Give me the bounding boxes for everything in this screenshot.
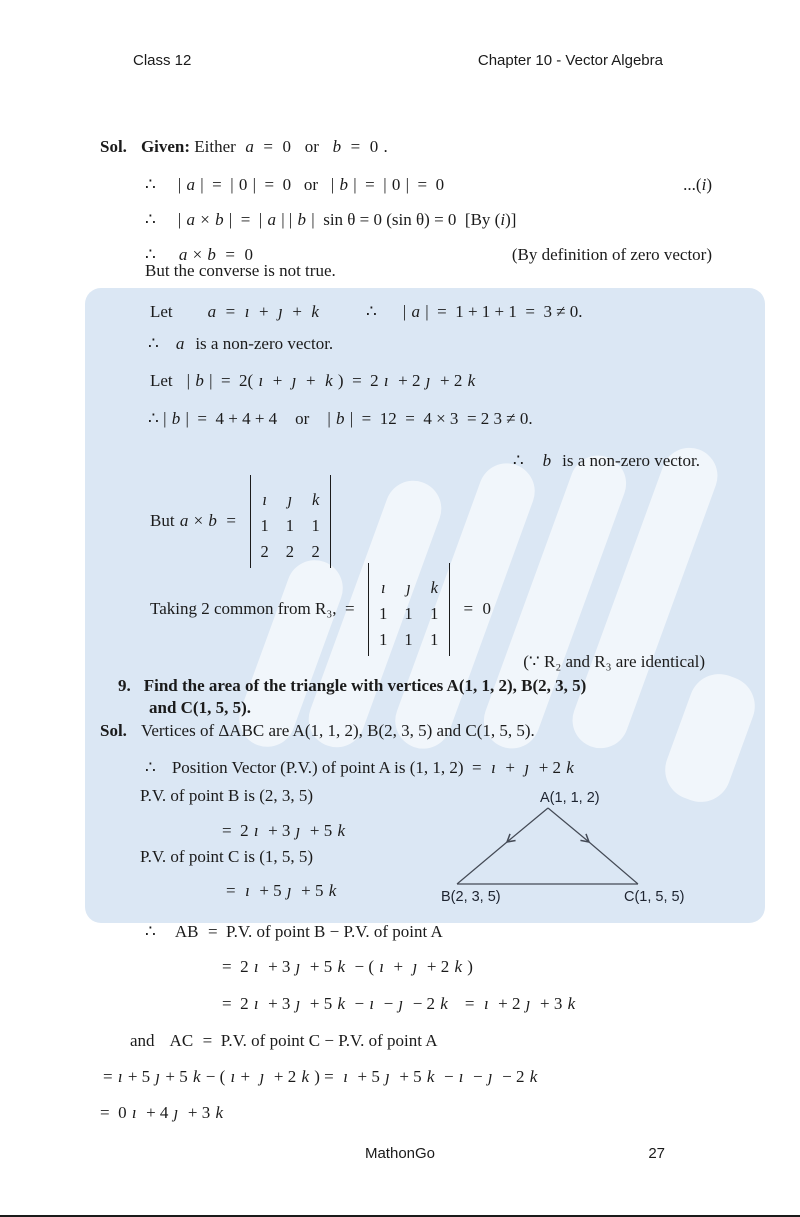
text: + 2 — [431, 371, 467, 390]
text: + 5 — [301, 821, 337, 840]
pv-b-eq — [222, 820, 346, 842]
text: = — [217, 302, 244, 321]
hat-unit-vector: ı — [131, 1103, 137, 1122]
text: − — [346, 994, 369, 1013]
text: | | — [276, 210, 297, 229]
text: − 2 — [404, 994, 440, 1013]
let-b — [150, 370, 476, 392]
text: or — [291, 137, 332, 156]
text: . — [379, 137, 388, 156]
text: ) — [463, 957, 473, 976]
bold-text: Find the area of the triangle with vertices A(1, 1, 2), B(2, 3, 5) — [143, 676, 587, 695]
text: 1 — [430, 629, 439, 649]
text: + 5 — [292, 881, 328, 900]
text: ) = — [310, 1067, 343, 1086]
hat-unit-vector: ȷ — [295, 994, 301, 1013]
ac-eq-2 — [100, 1102, 224, 1124]
hat-unit-vector: ı — [258, 371, 264, 390]
hat-unit-vector: k — [311, 302, 319, 321]
vertex-label-c: C(1, 5, 5) — [624, 889, 685, 905]
vector: AB — [174, 922, 199, 941]
bold-text: Sol. — [100, 721, 127, 740]
spacer — [127, 151, 141, 152]
hat-unit-vector: ı — [253, 821, 259, 840]
hat-unit-vector: k — [337, 994, 346, 1013]
footer-brand: MathonGo — [364, 1145, 436, 1162]
text: 2 — [260, 541, 269, 561]
hat-unit-vector: ȷ — [286, 881, 292, 900]
vector: a — [207, 302, 217, 321]
text: + 2 — [530, 758, 566, 777]
spacer — [155, 1045, 169, 1046]
text: + 3 — [179, 1103, 215, 1122]
text: = P.V. of point B − P.V. of point A — [199, 922, 443, 941]
text: | = | — [348, 175, 391, 194]
text: + 5 — [161, 1067, 192, 1086]
text: (By definition of zero vector) — [511, 245, 712, 264]
hat-unit-vector: ı — [379, 957, 385, 976]
spacer — [156, 936, 174, 937]
text: | = 0 — [401, 175, 445, 194]
text: 2 — [285, 541, 294, 561]
text: and — [130, 1031, 155, 1050]
vector: a — [245, 137, 254, 156]
spacer — [320, 316, 366, 317]
pv-b — [140, 785, 313, 807]
text: P.V. of point B is (2, 3, 5) — [140, 786, 314, 805]
q9-text-1 — [118, 675, 586, 697]
eq-i-tag — [683, 174, 712, 196]
text: ∴ — [145, 245, 156, 264]
square-root: 4 × 3 — [423, 409, 459, 428]
text: Position Vector (P.V.) of point A is (1, 1, 2) = — [171, 758, 491, 777]
ab-def — [145, 921, 443, 943]
text: | = — [420, 302, 456, 321]
text: = — [226, 881, 245, 900]
vector: 0 — [391, 175, 401, 194]
text: | sin θ = 0 (sin θ) = 0 [By ( — [307, 210, 501, 229]
text: = 2 — [458, 409, 494, 428]
spacer — [552, 465, 562, 466]
hat-unit-vector: ı — [380, 577, 386, 597]
text: Let — [150, 371, 173, 390]
hat-unit-vector: k — [193, 1067, 201, 1086]
text: + 5 — [301, 957, 337, 976]
hat-unit-vector: ı — [369, 994, 375, 1013]
ac-eq-1 — [103, 1066, 538, 1088]
text: + 2 — [265, 1067, 301, 1086]
sol-given — [100, 136, 388, 158]
text: + 2 — [389, 371, 425, 390]
text: + — [297, 371, 325, 390]
vector: b — [195, 371, 204, 390]
vertex-label-a: A(1, 1, 2) — [540, 790, 600, 806]
hat-unit-vector: ı — [343, 1067, 348, 1086]
square-root: 4 + 4 + 4 — [215, 409, 278, 428]
text: = 2 — [222, 821, 253, 840]
spacer — [156, 224, 178, 225]
text: + — [236, 1067, 259, 1086]
text: | = 2( — [204, 371, 258, 390]
text: 2 — [311, 541, 320, 561]
text: + 5 — [250, 881, 286, 900]
text: ∴ | — [148, 409, 171, 428]
square-root: 1 + 1 + 1 — [455, 302, 517, 321]
hat-unit-vector: ȷ — [295, 821, 301, 840]
text: × — [188, 245, 207, 264]
text: − ( — [201, 1067, 230, 1086]
vertex-label-b: B(2, 3, 5) — [441, 889, 501, 905]
text: = — [342, 137, 369, 156]
text: ∴ — [145, 922, 156, 941]
hat-unit-vector: ı — [244, 302, 250, 321]
text: = — [217, 511, 245, 530]
hat-unit-vector: k — [426, 1067, 435, 1086]
text: | — [186, 371, 195, 390]
q9-text-2 — [149, 697, 251, 719]
triangle-edge-ab — [457, 808, 548, 884]
det-ab — [150, 477, 336, 565]
text: = — [254, 137, 282, 156]
bold-text: and C(1, 5, 5). — [149, 698, 252, 717]
text: ...( — [683, 175, 702, 194]
spacer — [173, 316, 207, 317]
text: + — [385, 957, 412, 976]
bold-text: 9. — [118, 676, 131, 695]
text: = — [216, 245, 244, 264]
vector: a — [267, 210, 276, 229]
hat-unit-vector: ȷ — [385, 1067, 390, 1086]
text: 1 — [404, 629, 413, 649]
eq-i — [145, 174, 444, 196]
square-root: 3 — [543, 302, 552, 321]
vector: 0 — [369, 137, 379, 156]
text: + 2 — [489, 994, 525, 1013]
text: + — [250, 302, 278, 321]
hat-unit-vector: ȷ — [278, 302, 283, 321]
hat-unit-vector: k — [566, 758, 574, 777]
text: + 3 — [259, 994, 295, 1013]
pv-a — [145, 757, 575, 779]
text: Taking 2 common from R₃, = — [150, 599, 364, 618]
text: ∴ — [145, 175, 156, 194]
text: | — [327, 409, 335, 428]
hat-unit-vector: k — [467, 371, 476, 390]
hat-unit-vector: k — [430, 577, 438, 597]
text: − 2 — [493, 1067, 529, 1086]
text: | = — [345, 409, 380, 428]
ab-eq-1 — [222, 956, 473, 978]
text: Either — [190, 137, 245, 156]
text: But the converse is not true. — [145, 261, 336, 280]
hat-unit-vector: ȷ — [259, 1067, 265, 1086]
text: = — [454, 599, 482, 618]
text: | — [177, 210, 186, 229]
vector: AC — [169, 1031, 194, 1050]
pv-c — [140, 846, 313, 868]
text: + — [264, 371, 291, 390]
text: (∵ R₂ and R₃ are identical) — [523, 652, 705, 671]
converse — [145, 260, 336, 282]
hat-unit-vector: ȷ — [425, 371, 431, 390]
eq-cross — [145, 209, 516, 231]
text: ) = 2 — [333, 371, 383, 390]
text: | — [402, 302, 411, 321]
vector: b — [215, 210, 224, 229]
spacer — [377, 316, 403, 317]
text: 1 — [379, 603, 388, 623]
vector: b — [297, 210, 307, 229]
vector: 0 — [282, 137, 291, 156]
spacer — [277, 423, 295, 424]
det-reduced — [150, 565, 492, 653]
hat-unit-vector: k — [312, 489, 320, 509]
text: or — [295, 409, 310, 428]
text: ∴ — [148, 334, 159, 353]
b-nonzero — [513, 450, 700, 472]
hat-unit-vector: k — [301, 1067, 309, 1086]
hat-unit-vector: ȷ — [487, 1067, 493, 1086]
hat-unit-vector: ȷ — [291, 371, 297, 390]
text: + 5 — [348, 1067, 385, 1086]
spacer — [156, 772, 172, 773]
text: − — [435, 1067, 458, 1086]
text: = 2 — [222, 994, 253, 1013]
determinant — [250, 475, 332, 568]
hat-unit-vector: ı — [483, 994, 489, 1013]
italic-text: i — [500, 210, 506, 229]
text: | = | — [195, 175, 238, 194]
hat-unit-vector: ȷ — [525, 994, 531, 1013]
text: is a non-zero vector. — [195, 334, 334, 353]
let-a — [150, 301, 583, 323]
hat-unit-vector: k — [337, 821, 346, 840]
hat-unit-vector: ȷ — [412, 957, 418, 976]
text: Vertices of ΔABC are A(1, 1, 2), B(2, 3, 5) and C(1, 5, 5). — [140, 721, 535, 740]
spacer — [131, 690, 144, 691]
text: + 3 — [259, 821, 295, 840]
text: 1 — [285, 515, 294, 535]
hat-unit-vector: ı — [458, 1067, 464, 1086]
text: )] — [505, 210, 517, 229]
text: − ( — [346, 957, 379, 976]
vector: b — [171, 409, 181, 428]
hat-unit-vector: ȷ — [173, 1103, 179, 1122]
italic-text: i — [701, 175, 707, 194]
text: ∴ — [512, 451, 524, 470]
text: ∴ — [365, 302, 377, 321]
hat-unit-vector: ı — [491, 758, 496, 777]
text: is a non-zero vector. — [562, 451, 700, 470]
vector: 0 — [244, 245, 254, 264]
hat-unit-vector: k — [440, 994, 448, 1013]
text: ∴ — [145, 758, 156, 777]
vector: a — [178, 245, 188, 264]
spacer — [185, 348, 195, 349]
triangle-edge-ac — [548, 808, 638, 884]
text: 1 — [260, 515, 269, 535]
vector: b — [208, 511, 217, 530]
text: − — [375, 994, 398, 1013]
hat-unit-vector: k — [337, 957, 346, 976]
text: + 2 — [418, 957, 454, 976]
hat-unit-vector: ı — [383, 371, 389, 390]
text: = 0 — [100, 1103, 131, 1122]
text: = — [516, 302, 544, 321]
text: + 3 — [259, 957, 295, 976]
hat-unit-vector: k — [454, 957, 462, 976]
hat-unit-vector: ı — [117, 1067, 123, 1086]
spacer — [449, 1008, 465, 1009]
text: + 5 — [301, 994, 337, 1013]
spacer — [309, 423, 327, 424]
text: But — [150, 511, 179, 530]
a-nonzero — [148, 333, 333, 355]
square-root: 3 — [493, 409, 503, 428]
vector: 0 — [482, 599, 492, 618]
text: × — [189, 511, 208, 530]
text: + 3 — [531, 994, 567, 1013]
vector: b — [339, 175, 348, 194]
spacer — [156, 189, 178, 190]
vector: b — [332, 137, 342, 156]
text: = — [103, 1067, 117, 1086]
determinant — [368, 563, 450, 656]
vector: 0 — [238, 175, 248, 194]
rows-identical-note — [523, 651, 705, 673]
hat-unit-vector: ȷ — [295, 957, 301, 976]
text: ∴ — [145, 210, 156, 229]
hat-unit-vector: ȷ — [287, 489, 293, 509]
ab-eq-2 — [222, 993, 576, 1015]
hat-unit-vector: ı — [245, 881, 250, 900]
bold-text: Given: — [140, 137, 191, 156]
text: + — [283, 302, 311, 321]
text: = 2 — [222, 957, 253, 976]
hat-unit-vector: ȷ — [398, 994, 404, 1013]
header-class: Class 12 — [133, 52, 192, 69]
text: 1 — [311, 515, 320, 535]
square-root: 12 — [379, 409, 397, 428]
hat-unit-vector: k — [529, 1067, 538, 1086]
text: = — [464, 994, 483, 1013]
text: = — [396, 409, 424, 428]
text: 1 — [430, 603, 439, 623]
hat-unit-vector: ȷ — [406, 577, 411, 597]
spacer — [524, 465, 542, 466]
hat-unit-vector: k — [567, 994, 576, 1013]
text: | = — [181, 409, 216, 428]
text: − — [464, 1067, 487, 1086]
vector: b — [207, 245, 216, 264]
hat-unit-vector: k — [215, 1103, 224, 1122]
text: | = 0 or | — [248, 175, 339, 194]
text: Let — [150, 302, 173, 321]
text: | = | — [224, 210, 267, 229]
header-chapter: Chapter 10 - Vector Algebra — [477, 52, 663, 69]
spacer — [159, 348, 175, 349]
hat-unit-vector: k — [328, 881, 337, 900]
text: ) — [706, 175, 712, 194]
vector: a — [411, 302, 420, 321]
text: 1 — [379, 629, 388, 649]
b-mag — [148, 408, 533, 430]
hat-unit-vector: k — [325, 371, 333, 390]
text: = P.V. of point C − P.V. of point A — [194, 1031, 438, 1050]
triangle-diagram — [438, 786, 716, 908]
hat-unit-vector: ı — [230, 1067, 236, 1086]
vector: a — [186, 210, 195, 229]
vector: b — [542, 451, 552, 470]
vector: b — [336, 409, 345, 428]
footer-page-number: 27 — [648, 1145, 665, 1162]
hat-unit-vector: ı — [253, 957, 259, 976]
ac-def — [130, 1030, 438, 1052]
sol9 — [100, 720, 535, 742]
hat-unit-vector: ı — [262, 489, 267, 509]
text: | — [177, 175, 186, 194]
text: + — [496, 758, 524, 777]
vector: a — [175, 334, 185, 353]
spacer — [173, 385, 187, 386]
hat-unit-vector: ȷ — [155, 1067, 161, 1086]
text: 1 — [404, 603, 413, 623]
bold-text: Sol. — [100, 137, 127, 156]
text: ≠ 0. — [502, 409, 533, 428]
spacer — [127, 735, 141, 736]
text: + 4 — [137, 1103, 173, 1122]
text: + 5 — [390, 1067, 426, 1086]
text: ≠ 0. — [551, 302, 583, 321]
text: P.V. of point C is (1, 5, 5) — [140, 847, 314, 866]
text: × — [195, 210, 215, 229]
vector: a — [179, 511, 189, 530]
hat-unit-vector: ȷ — [524, 758, 530, 777]
vector: a — [186, 175, 195, 194]
pv-c-eq — [226, 880, 337, 902]
text: + 5 — [123, 1067, 155, 1086]
eq-zero-note — [512, 244, 712, 266]
hat-unit-vector: ı — [253, 994, 259, 1013]
